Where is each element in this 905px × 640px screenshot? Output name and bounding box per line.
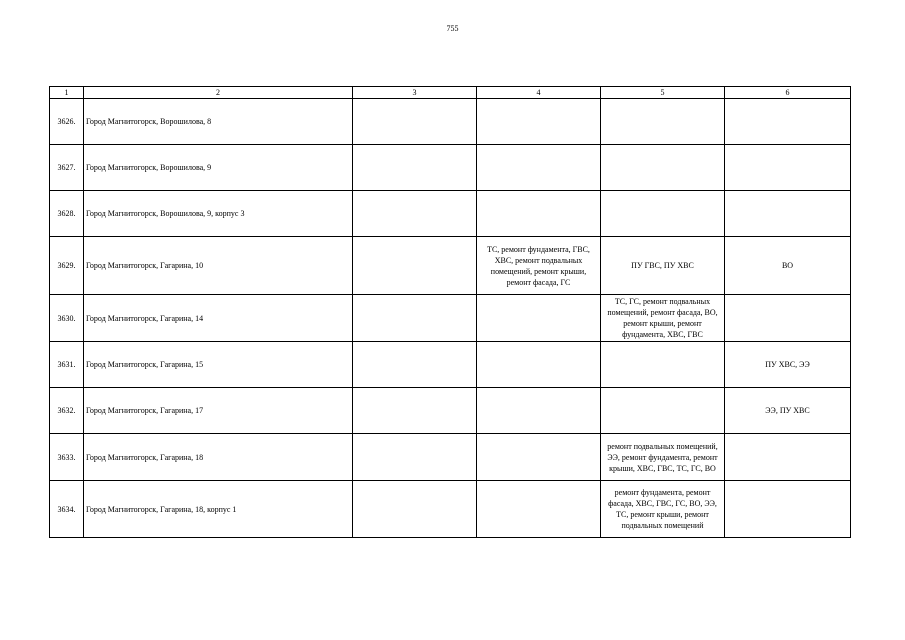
- row-cell-4: [477, 99, 601, 145]
- row-cell-6: [725, 99, 851, 145]
- row-number: 3628.: [50, 191, 84, 237]
- row-address: Город Магнитогорск, Ворошилова, 9, корпус 3: [84, 191, 353, 237]
- row-address: Город Магнитогорск, Гагарина, 10: [84, 237, 353, 295]
- row-cell-3: [353, 481, 477, 538]
- row-cell-5: ремонт подвальных помещений, ЭЭ, ремонт фундамента, ремонт крыши, ХВС, ГВС, ТС, ГС, ВО: [601, 434, 725, 481]
- table-row: [50, 434, 851, 481]
- row-cell-6: [725, 145, 851, 191]
- table-row: [50, 388, 851, 434]
- row-cell-3: [353, 434, 477, 481]
- row-address: Город Магнитогорск, Гагарина, 17: [84, 388, 353, 434]
- table-row: [50, 237, 851, 295]
- column-header-3: 3: [353, 87, 477, 99]
- row-number: 3626.: [50, 99, 84, 145]
- row-cell-3: [353, 295, 477, 342]
- row-address: Город Магнитогорск, Гагарина, 15: [84, 342, 353, 388]
- row-cell-3: [353, 145, 477, 191]
- row-address: Город Магнитогорск, Гагарина, 18: [84, 434, 353, 481]
- row-cell-3: [353, 388, 477, 434]
- table-row: [50, 295, 851, 342]
- row-cell-6: ВО: [725, 237, 851, 295]
- row-cell-3: [353, 342, 477, 388]
- row-number: 3627.: [50, 145, 84, 191]
- row-cell-5: [601, 388, 725, 434]
- row-cell-5: [601, 342, 725, 388]
- row-cell-4: [477, 481, 601, 538]
- row-cell-4: [477, 295, 601, 342]
- header-row: [50, 87, 851, 99]
- row-cell-5: [601, 145, 725, 191]
- row-cell-6: ЭЭ, ПУ ХВС: [725, 388, 851, 434]
- row-cell-5: [601, 99, 725, 145]
- row-cell-4: [477, 342, 601, 388]
- row-number: 3633.: [50, 434, 84, 481]
- registry-table: [49, 86, 851, 538]
- row-cell-6: [725, 434, 851, 481]
- row-cell-4: [477, 388, 601, 434]
- row-cell-6: [725, 295, 851, 342]
- row-cell-4: [477, 145, 601, 191]
- row-cell-3: [353, 99, 477, 145]
- column-header-1: 1: [50, 87, 84, 99]
- row-number: 3634.: [50, 481, 84, 538]
- row-cell-4: [477, 434, 601, 481]
- table-row: [50, 99, 851, 145]
- row-number: 3629.: [50, 237, 84, 295]
- row-cell-6: [725, 191, 851, 237]
- table-row: [50, 481, 851, 538]
- table-row: [50, 191, 851, 237]
- row-cell-5: ПУ ГВС, ПУ ХВС: [601, 237, 725, 295]
- row-address: Город Магнитогорск, Ворошилова, 8: [84, 99, 353, 145]
- row-cell-6: [725, 481, 851, 538]
- column-header-2: 2: [84, 87, 353, 99]
- row-address: Город Магнитогорск, Гагарина, 18, корпус 1: [84, 481, 353, 538]
- row-number: 3632.: [50, 388, 84, 434]
- table-row: [50, 342, 851, 388]
- row-number: 3630.: [50, 295, 84, 342]
- column-header-6: 6: [725, 87, 851, 99]
- column-header-4: 4: [477, 87, 601, 99]
- row-address: Город Магнитогорск, Ворошилова, 9: [84, 145, 353, 191]
- row-cell-5: ТС, ГС, ремонт подвальных помещений, ремонт фасада, ВО, ремонт крыши, ремонт фундамента, ХВС, ГВС: [601, 295, 725, 342]
- row-address: Город Магнитогорск, Гагарина, 14: [84, 295, 353, 342]
- row-cell-5: ремонт фундамента, ремонт фасада, ХВС, ГВС, ГС, ВО, ЭЭ, ТС, ремонт крыши, ремонт подвальных помещений: [601, 481, 725, 538]
- page-number: 755: [446, 24, 459, 33]
- row-cell-4: [477, 191, 601, 237]
- row-cell-6: ПУ ХВС, ЭЭ: [725, 342, 851, 388]
- row-number: 3631.: [50, 342, 84, 388]
- row-cell-3: [353, 191, 477, 237]
- table-row: [50, 145, 851, 191]
- column-header-5: 5: [601, 87, 725, 99]
- row-cell-3: [353, 237, 477, 295]
- row-cell-4: ТС, ремонт фундамента, ГВС, ХВС, ремонт подвальных помещений, ремонт крыши, ремонт фасада, ГС: [477, 237, 601, 295]
- row-cell-5: [601, 191, 725, 237]
